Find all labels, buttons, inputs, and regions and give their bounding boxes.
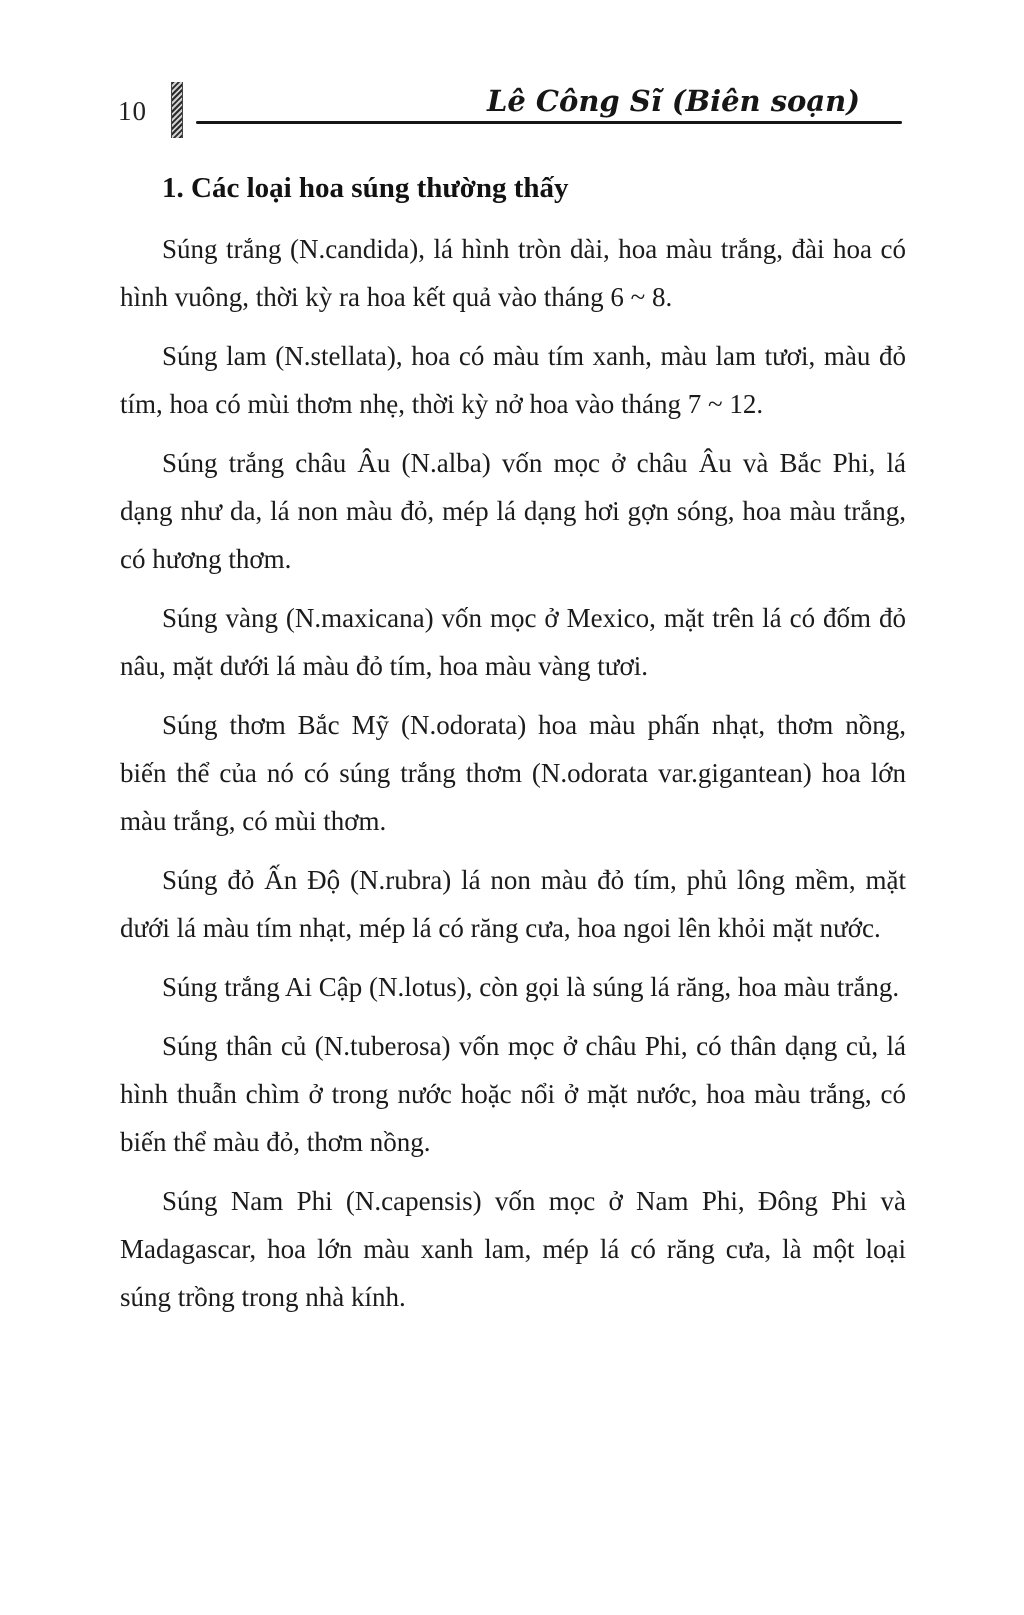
paragraph-sung-lam: Súng lam (N.stellata), hoa có màu tím xanh, màu lam tươi, màu đỏ tím, hoa có mùi thơm nhẹ, thời kỳ nở hoa vào tháng 7 ~ 12. — [120, 341, 906, 419]
paragraph-sung-trang-ai-cap: Súng trắng Ai Cập (N.lotus), còn gọi là súng lá răng, hoa màu trắng. — [162, 972, 900, 1002]
paragraph-sung-than-cu: Súng thân củ (N.tuberosa) vốn mọc ở châu Phi, có thân dạng củ, lá hình thuẫn chìm ở trong nước hoặc nổi ở mặt nước, hoa màu trắng, có biến thể màu đỏ, thơm nồng. — [120, 1031, 906, 1157]
paragraph-sung-trang: Súng trắng (N.candida), lá hình tròn dài, hoa màu trắng, đài hoa có hình vuông, thời kỳ ra hoa kết quả vào tháng 6 ~ 8. — [120, 234, 906, 312]
header-rule-divider — [196, 121, 902, 124]
page-content — [120, 172, 906, 1332]
page-number: 10 — [118, 96, 147, 126]
running-head-author: Lê Công Sĩ (Biên soạn) — [486, 84, 860, 118]
paragraph-sung-trang-chau-au: Súng trắng châu Âu (N.alba) vốn mọc ở châu Âu và Bắc Phi, lá dạng như da, lá non màu đỏ, mép lá dạng hơi gợn sóng, hoa màu trắng, có hương thơm. — [120, 448, 906, 574]
paragraph-sung-do-an-do: Súng đỏ Ấn Độ (N.rubra) lá non màu đỏ tím, phủ lông mềm, mặt dưới lá màu tím nhạt, mép lá có răng cưa, hoa ngoi lên khỏi mặt nước. — [120, 865, 906, 943]
paragraph-sung-thom-bac-my: Súng thơm Bắc Mỹ (N.odorata) hoa màu phấn nhạt, thơm nồng, biến thể của nó có súng trắng thơm (N.odorata var.gigantean) hoa lớn màu trắng, có mùi thơm. — [120, 710, 906, 836]
paragraph-sung-nam-phi: Súng Nam Phi (N.capensis) vốn mọc ở Nam Phi, Đông Phi và Madagascar, hoa lớn màu xanh lam, mép lá có răng cưa, là một loại súng trồng trong nhà kính. — [120, 1186, 906, 1312]
header-ornament-bar — [171, 82, 183, 138]
section-title: 1. Các loại hoa súng thường thấy — [162, 172, 569, 204]
paragraph-sung-vang: Súng vàng (N.maxicana) vốn mọc ở Mexico, mặt trên lá có đốm đỏ nâu, mặt dưới lá màu đỏ tím, hoa màu vàng tươi. — [120, 603, 906, 681]
